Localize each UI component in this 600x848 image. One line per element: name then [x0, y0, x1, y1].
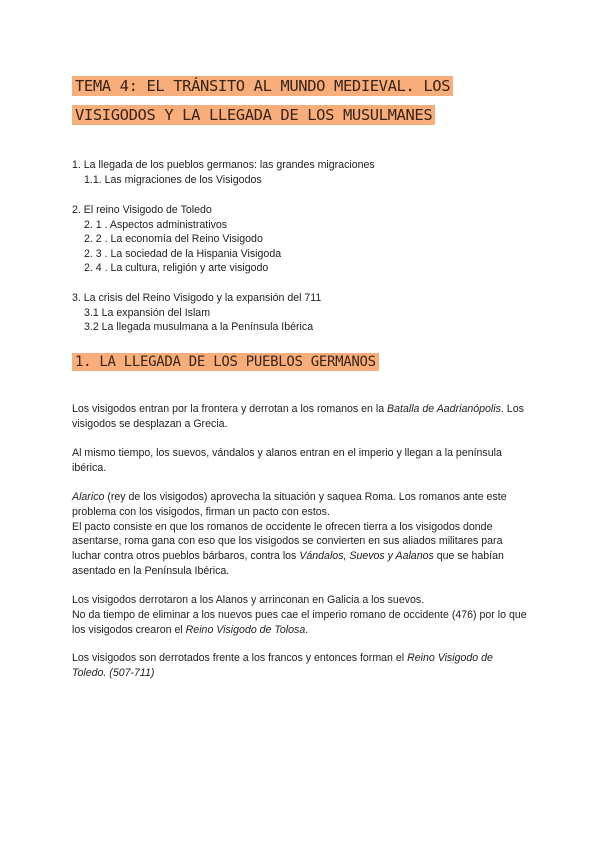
italic-text: Reino Visigodo de Toledo: [72, 652, 493, 679]
toc-subitem: 2. 1 . Aspectos administrativos: [84, 218, 228, 231]
text-run: .: [305, 623, 309, 636]
toc-item: 1. La llegada de los pueblos germanos: las grandes migraciones: [72, 159, 375, 171]
paragraph-1: [72, 402, 530, 432]
paragraph-3: [72, 490, 530, 579]
text-run: Los visigodos son derrotados frente a los francos y entonces forman el: [72, 652, 408, 664]
toc-subitem: 2. 4 . La cultura, religión y arte visigodo: [84, 262, 269, 275]
toc-subitem: 1.1. Las migraciones de los Visigodos: [84, 173, 262, 186]
text-run: que se habían asentado en la Península Ibérica.: [72, 550, 504, 577]
text-run: El pacto consiste en que los romanos de occidente le ofrecen tierra a los visigodos donde asentarse, roma gana con eso que los visigodos se convierten en sus aliados militares para luchar contra otros pueblos bárbaros, contra los: [72, 520, 503, 563]
text-run: Los visigodos derrotaron a los Alanos y arrinconan en Galicia a los suevos.: [72, 594, 425, 606]
italic-text: Batalla de Aadrianópolis: [387, 403, 501, 415]
section-heading: [72, 349, 379, 374]
toc-section-2: [72, 203, 281, 276]
title-highlight: TEMA 4: EL TRÁNSITO AL MUNDO MEDIEVAL. LOS VISIGODOS Y LA LLEGADA DE LOS MUSULMANES: [72, 76, 453, 125]
toc-item: 2. El reino Visigodo de Toledo: [72, 204, 212, 216]
italic-text: . (507-711): [103, 666, 155, 679]
text-run: . Los visigodos se desplazan a Grecia.: [72, 403, 524, 430]
toc-subitem: 3.1 La expansión del Islam: [84, 306, 211, 319]
paragraph-4: [72, 593, 530, 637]
paragraph-5: [72, 651, 530, 681]
text-run: Los visigodos entran por la frontera y derrotan a los romanos en la: [72, 403, 388, 415]
italic-text: Reino Visigodo de Tolosa: [185, 623, 306, 636]
toc-item: 3. La crisis del Reino Visigodo y la expansión del 711: [72, 292, 322, 304]
section-heading-highlight: 1. LA LLEGADA DE LOS PUEBLOS GERMANOS: [72, 353, 379, 371]
toc-section-1: [72, 158, 375, 187]
toc-section-3: [72, 291, 321, 335]
italic-text: Vándalos, Suevos y Aalanos: [299, 550, 434, 563]
paragraph-2: [72, 446, 530, 476]
toc-subitem: 2. 2 . La economía del Reino Visigodo: [84, 233, 263, 246]
document-title: [72, 72, 528, 130]
italic-text: Alarico: [72, 491, 105, 503]
text-run: (rey de los visigodos) aprovecha la situación y saquea Roma. Los romanos ante este problema con los visigodos, firman un pacto con estos.: [72, 491, 507, 518]
text-run: Al mismo tiempo, los suevos, vándalos y alanos entran en el imperio y llegan a la península ibérica.: [72, 447, 502, 474]
toc-subitem: 2. 3 . La sociedad de la Hispania Visigoda: [84, 247, 282, 260]
text-run: No da tiempo de eliminar a los nuevos pues cae el imperio romano de occidente (476) por lo que los visigodos crearon el: [72, 608, 527, 636]
toc-subitem: 3.2 La llegada musulmana a la Península Ibérica: [84, 321, 314, 334]
